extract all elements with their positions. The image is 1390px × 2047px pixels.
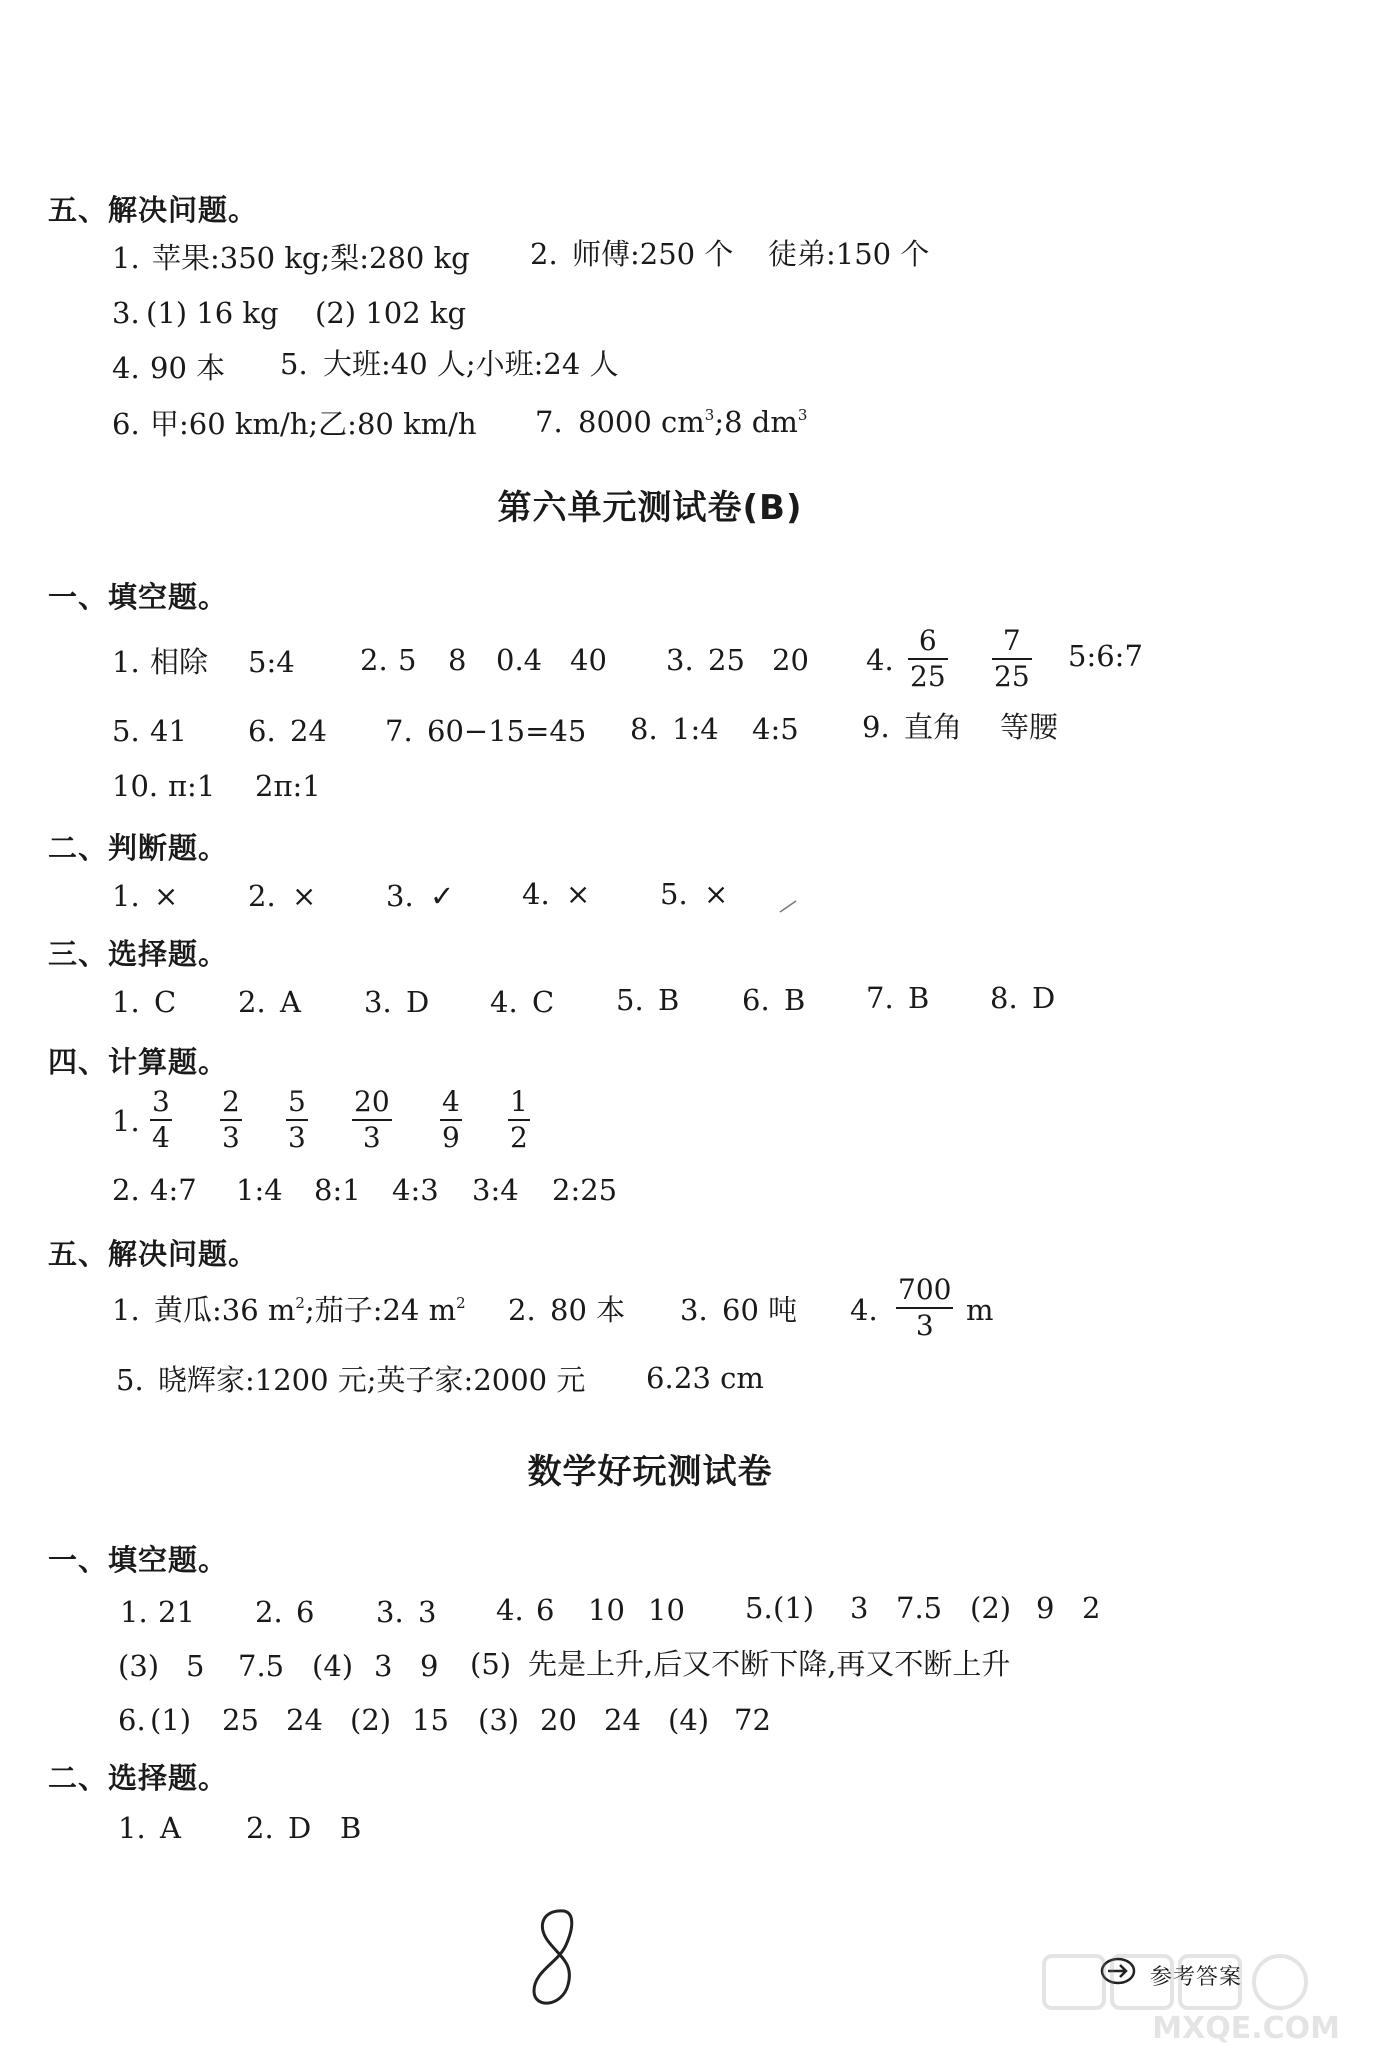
item-number: 4.	[496, 1593, 524, 1627]
item-number: 3.	[376, 1595, 404, 1629]
item-number: 3.	[666, 643, 694, 677]
item-number: 3.	[680, 1293, 708, 1327]
answer-text: (2)	[350, 1703, 392, 1737]
answer-text: (4)	[312, 1649, 354, 1683]
answer-text: 5	[186, 1649, 205, 1683]
item-number: 8.	[990, 981, 1018, 1015]
item-number: 5.	[660, 877, 688, 911]
answer-text: 3	[418, 1595, 437, 1629]
section-heading: 一、填空题。	[48, 580, 229, 614]
answer-choice: D	[288, 1811, 312, 1845]
unit-title: 数学好玩测试卷	[527, 1452, 773, 1492]
item-number: 2.	[530, 237, 558, 271]
answer-choice: C	[532, 985, 555, 1019]
item-number: 1.	[112, 1104, 140, 1138]
answer-text: 2	[1082, 1591, 1101, 1625]
answer-text: 4:3	[392, 1173, 439, 1207]
fraction: 4 9	[442, 1085, 460, 1154]
answer-text: 72	[734, 1703, 771, 1737]
answer-text: 24	[290, 714, 327, 748]
answer-text: 1:4	[672, 712, 719, 746]
item-number: 5.	[616, 983, 644, 1017]
answer-mark: ×	[704, 877, 729, 911]
answer-text: 40	[570, 643, 607, 677]
answer-choice: B	[908, 981, 930, 1015]
item-number: 10.	[112, 769, 159, 803]
answer-text: 3	[850, 1591, 869, 1625]
answer-choice: D	[406, 985, 430, 1019]
fraction: 3 4	[152, 1085, 170, 1154]
answer-mark: ×	[292, 879, 317, 913]
item-number: 5.	[280, 347, 308, 381]
answer-choice: A	[280, 985, 301, 1019]
answer-text: 7.5	[238, 1649, 285, 1683]
answer-text: 20	[540, 1703, 577, 1737]
answer-text: 80 本	[550, 1293, 626, 1327]
item-number: 4.	[490, 985, 518, 1019]
answer-text: 24	[286, 1703, 323, 1737]
answer-text: 先是上升,后又不断下降,再又不断上升	[528, 1647, 1011, 1681]
answer-choice: C	[154, 985, 177, 1019]
answer-text: 等腰	[1000, 710, 1059, 744]
section-heading: 五、解决问题。	[48, 193, 259, 227]
item-number: 4.	[850, 1293, 878, 1327]
fraction: 20 3	[354, 1085, 390, 1154]
answer-choice: A	[160, 1811, 181, 1845]
answer-text: 5:6:7	[1068, 639, 1143, 673]
answer-text: 10	[648, 1593, 685, 1627]
answer-text: 师傅:250 个	[572, 237, 734, 271]
answer-text: 8:1	[314, 1173, 361, 1207]
answer-text: 3:4	[472, 1173, 519, 1207]
handwritten-page-number	[520, 1905, 590, 2015]
section-heading: 二、判断题。	[48, 831, 229, 865]
answer-mark: ×	[154, 879, 179, 913]
item-number: 1.	[112, 645, 140, 679]
answer-text: 苹果:350 kg;梨:280 kg	[152, 241, 470, 275]
unit-title: 第六单元测试卷(B)	[497, 488, 803, 528]
item-number: 3.	[386, 879, 414, 913]
footer-label: 参考答案	[1150, 1965, 1243, 1990]
answer-text: (2) 102 kg	[315, 296, 467, 330]
item-number: 6.	[248, 714, 276, 748]
item-number: 9.	[862, 710, 890, 744]
answer-text: π:1	[168, 769, 216, 803]
answer-choice: B	[784, 983, 806, 1017]
item-number: 1.	[112, 985, 140, 1019]
answer-text: 0.4	[496, 643, 543, 677]
section-heading: 三、选择题。	[48, 937, 229, 971]
answer-text: 8000 $cm^3;8$ $dm^3$	[578, 405, 808, 439]
item-number: 3.	[112, 296, 140, 330]
answer-text: 9	[420, 1649, 439, 1683]
item-number: 4.	[866, 643, 894, 677]
item-number: 1.	[112, 1293, 140, 1327]
answer-text: 黄瓜:36 $m^2$;茄子:24 $m^2$	[154, 1293, 466, 1327]
section-heading: 一、填空题。	[48, 1543, 229, 1577]
item-number: 1.	[120, 1595, 148, 1629]
item-number: 1.	[112, 879, 140, 913]
item-number: 5.	[745, 1591, 773, 1625]
answer-text: 60 吨	[722, 1293, 798, 1327]
answer-text: 2:25	[552, 1173, 618, 1207]
answer-text: 41	[150, 714, 187, 748]
fraction: 2 3	[222, 1085, 240, 1154]
section-heading: 五、解决问题。	[48, 1237, 259, 1271]
answer-text: (5)	[470, 1647, 512, 1681]
fraction: 5 3	[288, 1085, 306, 1154]
answer-text: 8	[448, 643, 467, 677]
item-number: 1.	[112, 241, 140, 275]
answer-text: 5:4	[248, 645, 295, 679]
item-number: 2.	[246, 1811, 274, 1845]
section-heading: 四、计算题。	[48, 1045, 229, 1079]
fraction: 7 25	[994, 624, 1030, 693]
answer-text: 相除	[150, 645, 209, 679]
answer-mark: ✓	[430, 879, 455, 913]
fraction: 700 3	[898, 1273, 952, 1342]
answer-text: 9	[1036, 1591, 1055, 1625]
answer-text: 7.5	[896, 1591, 943, 1625]
answer-text: (1)	[150, 1703, 192, 1737]
item-number: 5.	[116, 1363, 144, 1397]
answer-choice: B	[340, 1811, 362, 1845]
answer-text: 90 本	[150, 351, 226, 385]
item-number: 4.	[112, 351, 140, 385]
answer-text: (1)	[773, 1591, 815, 1625]
pencil-mark	[778, 898, 798, 914]
item-number: 7.	[385, 714, 413, 748]
unit-text: m	[966, 1293, 994, 1327]
answer-text: 24	[604, 1703, 641, 1737]
answer-choice: B	[658, 983, 680, 1017]
item-number: 2.	[360, 643, 388, 677]
answer-text: 2π:1	[255, 769, 321, 803]
answer-text: 4:5	[752, 712, 799, 746]
answer-text: (2)	[970, 1591, 1012, 1625]
answer-text: 甲:60 km/h;乙:80 km/h	[150, 407, 477, 441]
item-number: 2.	[255, 1595, 283, 1629]
answer-text: 20	[772, 643, 809, 677]
item-number: 6.	[646, 1361, 674, 1395]
item-number: 2.	[508, 1293, 536, 1327]
item-number: 2.	[112, 1173, 140, 1207]
item-number: 2.	[248, 879, 276, 913]
item-number: 7.	[866, 981, 894, 1015]
item-number: 5.	[112, 714, 140, 748]
answer-text: 15	[412, 1703, 449, 1737]
fraction: 1 2	[510, 1085, 528, 1154]
answer-text: 1:4	[236, 1173, 283, 1207]
item-number: 8.	[630, 712, 658, 746]
watermark-logo	[1040, 1950, 1380, 2045]
answer-text: (3)	[478, 1703, 520, 1737]
answer-text: 25	[222, 1703, 259, 1737]
answer-text: 60−15=45	[427, 714, 587, 748]
answer-text: (4)	[668, 1703, 710, 1737]
answer-mark: ×	[566, 877, 591, 911]
answer-text: (3)	[118, 1649, 160, 1683]
item-number: 3.	[364, 985, 392, 1019]
answer-text: 晓辉家:1200 元;英子家:2000 元	[158, 1363, 586, 1397]
answer-text: 6	[536, 1593, 555, 1627]
item-number: 7.	[535, 405, 563, 439]
answer-text: 23 cm	[674, 1361, 764, 1395]
answer-text: 10	[588, 1593, 625, 1627]
answer-text: (1) 16 kg	[146, 296, 279, 330]
section-heading: 二、选择题。	[48, 1761, 229, 1795]
answer-text: 21	[158, 1595, 195, 1629]
answer-text: 徒弟:150 个	[768, 237, 930, 271]
answer-text: 大班:40 人;小班:24 人	[323, 347, 619, 381]
answer-text: 25	[708, 643, 745, 677]
fraction: 6 25	[910, 624, 946, 693]
item-number: 6.	[742, 983, 770, 1017]
answer-text: 4:7	[150, 1173, 197, 1207]
answer-text: 5	[398, 643, 417, 677]
item-number: 6.	[112, 407, 140, 441]
answer-text: 直角	[904, 710, 963, 744]
answer-text: 3	[374, 1649, 393, 1683]
answer-choice: D	[1032, 981, 1056, 1015]
item-number: 2.	[238, 985, 266, 1019]
answer-text: 6	[296, 1595, 315, 1629]
svg-text:MXQE.COM: MXQE.COM	[1152, 2011, 1340, 2045]
item-number: 6.	[118, 1703, 146, 1737]
item-number: 4.	[522, 877, 550, 911]
item-number: 1.	[118, 1811, 146, 1845]
